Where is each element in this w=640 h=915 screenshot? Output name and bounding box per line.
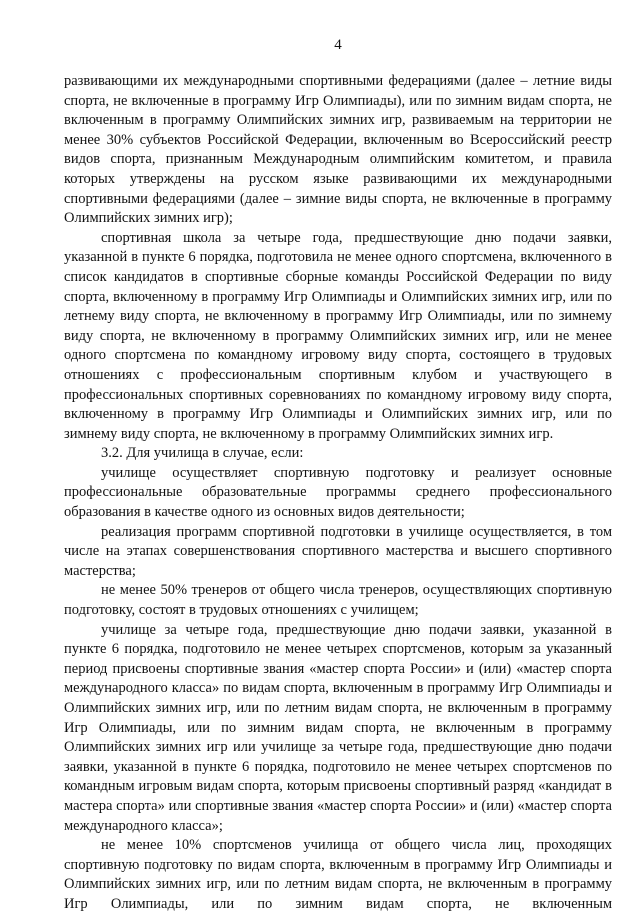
- paragraph-program-implementation: реализация программ спортивной подготовки в училище осуществляется, в том числе на этапах совершенствования спортивного мастерства и высшего спортивного мастерства;: [64, 523, 612, 579]
- paragraph-college-training: училище осуществляет спортивную подготовку и реализует основные профессиональные образовательные программы среднего профессионального образования в качестве одного из основных видов деятельности;: [64, 464, 612, 521]
- paragraph-continuation: развивающими их международными спортивными федерациями (далее – летние виды спорта, не включенные в программу Игр Олимпиады), или по зимним видам спорта, не включенным в программу Олимпийских зимних игр, развиваемым на территории не менее 30% субъектов Российской Федерации, включенным во Всероссийский реестр видов спорта, признанным Международным олимпийским комитетом, и правила которых утверждены на русском языке развивающими их международными спортивными федерациями (далее – зимние виды спорта, не включенные в программу Олимпийских зимних игр);: [64, 73, 612, 227]
- document-body: [64, 72, 612, 915]
- paragraph-coaches-share: не менее 50% тренеров от общего числа тренеров, осуществляющих спортивную подготовку, состоят в трудовых отношениях с училищем;: [64, 582, 612, 619]
- paragraph-athletes-share: не менее 10% спортсменов училища от общего числа лиц, проходящих спортивную подготовку по видам спорта, включенным в программу Игр Олимпиады и Олимпийских зимних игр, или по летним видам спорта, не включенным в программу Игр Олимпиады, или по зимним видам спорта, не включенным: [64, 837, 612, 912]
- paragraph-section-3-2: 3.2. Для училища в случае, если:: [101, 445, 304, 462]
- page-number: 4: [334, 37, 342, 53]
- paragraph-four-athletes: училище за четыре года, предшествующие дню подачи заявки, указанной в пункте 6 порядка, подготовило не менее четырех спортсменов, которым за указанный период присвоены спортивные звания «мастер спорта России» и (или) «мастер спорта международного класса» по видам спорта, включенным в программу Игр Олимпиады и Олимпийских зимних игр, или по летним видам спорта, не включенным в программу Игр Олимпиады, или по зимним видам спорта, не включенным в программу Олимпийских зимних игр или училище за четыре года, предшествующие дню подачи заявки, указанной в пункте 6 порядка, подготовило не менее четырех спортсменов по командным игровым видам спорта, которым присвоены спортивный разряд «кандидат в мастера спорта» или спортивные звания «мастер спорта России» и (или) «мастер спорта международного класса»;: [64, 621, 612, 834]
- paragraph-sports-school: спортивная школа за четыре года, предшествующие дню подачи заявки, указанной в пункте 6 порядка, подготовила не менее одного спортсмена, включенного в список кандидатов в спортивные сборные команды Российской Федерации по виду спорта, включенному в программу Игр Олимпиады и Олимпийских зимних игр, или по летнему виду спорта, не включенному в программу Игр Олимпиады, или по зимнему виду спорта, не включенному в программу Олимпийских зимних игр, или не менее одного спортсмена по командному игровому виду спорта, состоящего в трудовых отношениях с профессиональным спортивным клубом и участвующего в профессиональных спортивных соревнованиях по командному игровому виду спорта, включенному в программу Игр Олимпиады и Олимпийских зимних игр, или по зимнему виду спорта, не включенному в программу Олимпийских зимних игр.: [64, 229, 612, 442]
